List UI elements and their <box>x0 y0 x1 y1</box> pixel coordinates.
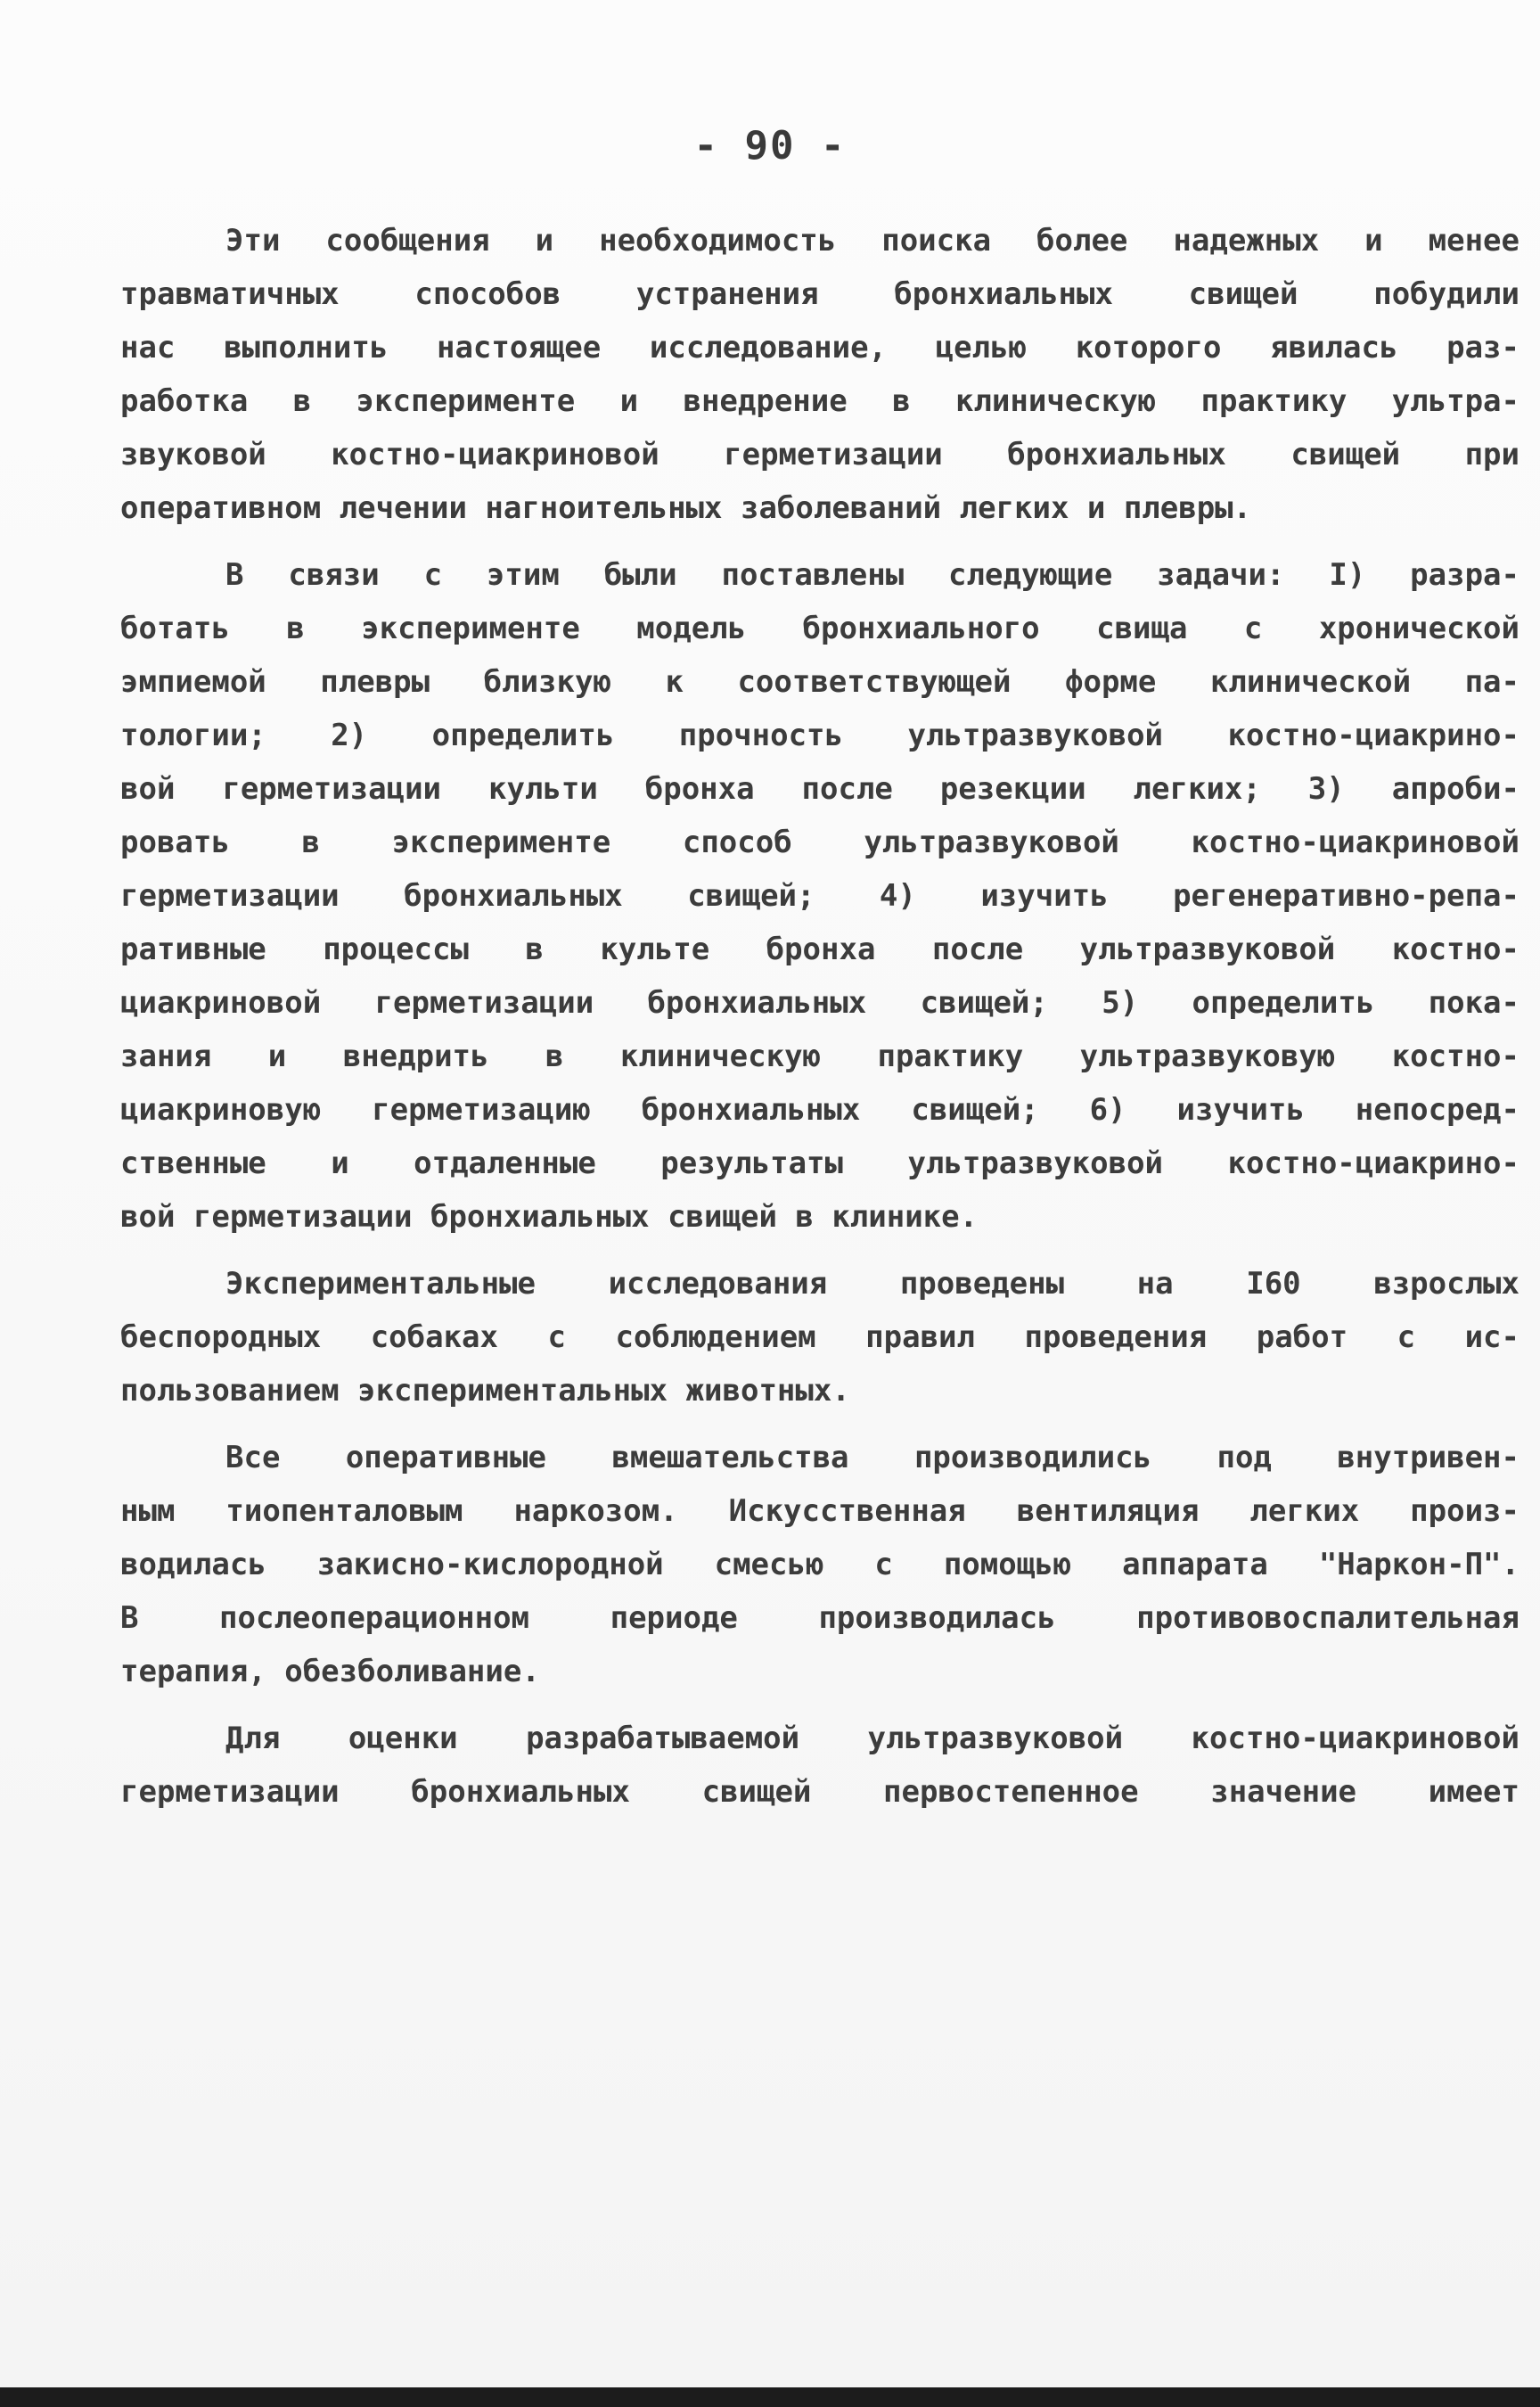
text-line: работка в эксперименте и внедрение в клиническую практику ультра- <box>120 383 1520 419</box>
text-line: нас выполнить настоящее исследование, целью которого явилась раз- <box>120 330 1520 366</box>
text-line: циакриновую герметизацию бронхиальных свищей; 6) изучить непосред- <box>120 1092 1520 1128</box>
paragraph <box>120 1431 1520 1698</box>
text-line: терапия, обезболивание. <box>120 1654 540 1689</box>
text-line: тологии; 2) определить прочность ультразвуковой костно-циакрино- <box>120 718 1520 753</box>
text-line: Для оценки разрабатываемой ультразвуковой костно-циакриновой <box>225 1721 1520 1756</box>
text-line: водилась закисно-кислородной смесью с помощью аппарата "Наркон-П". <box>120 1547 1520 1582</box>
text-line: беспородных собаках с соблюдением правил проведения работ с ис- <box>120 1319 1520 1355</box>
paragraph <box>120 214 1520 535</box>
paragraph <box>120 1257 1520 1417</box>
text-line: вой герметизации культи бронха после резекции легких; 3) апроби- <box>120 771 1520 807</box>
text-line: звуковой костно-циакриновой герметизации бронхиальных свищей при <box>120 437 1520 472</box>
text-line: Экспериментальные исследования проведены на I60 взрослых <box>225 1266 1520 1302</box>
text-line: герметизации бронхиальных свищей; 4) изучить регенеративно-репа- <box>120 878 1520 914</box>
text-line: пользованием экспериментальных животных. <box>120 1373 850 1409</box>
paragraph <box>120 1712 1520 1819</box>
text-line: травматичных способов устранения бронхиальных свищей побудили <box>120 276 1520 312</box>
text-line: ровать в эксперименте способ ультразвуковой костно-циакриновой <box>120 825 1520 860</box>
text-line: В связи с этим были поставлены следующие задачи: I) разра- <box>225 557 1520 593</box>
page-number: - 90 - <box>693 123 847 168</box>
text-line: вой герметизации бронхиальных свищей в клинике. <box>120 1199 979 1235</box>
text-line: ным тиопенталовым наркозом. Искусственная вентиляция легких произ- <box>120 1493 1520 1529</box>
text-line: ративные процессы в культе бронха после ультразвуковой костно- <box>120 932 1520 967</box>
text-line: эмпиемой плевры близкую к соответствующей форме клинической па- <box>120 664 1520 700</box>
text-line: зания и внедрить в клиническую практику ультразвуковую костно- <box>120 1039 1520 1074</box>
text-line: Все оперативные вмешательства производились под внутривен- <box>225 1440 1520 1475</box>
text-line: В послеоперационном периоде производилась противовоспалительная <box>120 1600 1520 1636</box>
body-text <box>120 214 1520 1832</box>
text-line: циакриновой герметизации бронхиальных свищей; 5) определить пока- <box>120 985 1520 1021</box>
paragraph <box>120 548 1520 1244</box>
text-line: ственные и отдаленные результаты ультразвуковой костно-циакрино- <box>120 1146 1520 1181</box>
text-line: герметизации бронхиальных свищей первостепенное значение имеет <box>120 1774 1520 1810</box>
scan-border <box>0 2387 1540 2407</box>
text-line: оперативном лечении нагноительных заболеваний легких и плевры. <box>120 490 1252 526</box>
text-line: Эти сообщения и необходимость поиска более надежных и менее <box>225 223 1520 259</box>
text-line: ботать в эксперименте модель бронхиального свища с хронической <box>120 611 1520 646</box>
